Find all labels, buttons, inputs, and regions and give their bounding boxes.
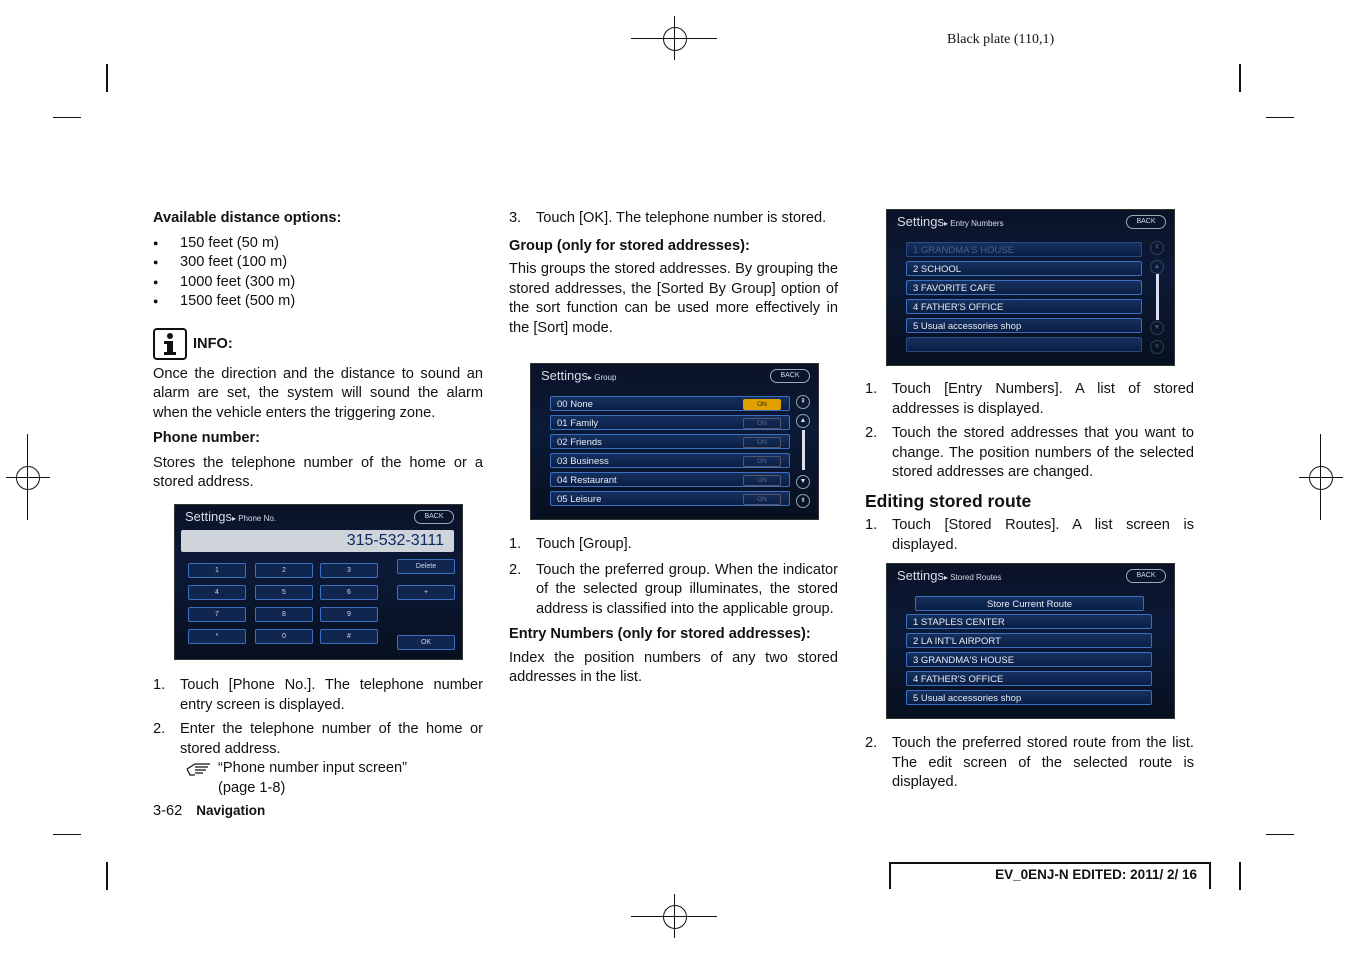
edited-label: EV_0ENJ-N EDITED: 2011/ 2/ 16 — [995, 867, 1197, 882]
page-footer — [153, 803, 265, 819]
info-block — [153, 328, 483, 362]
step-item: 2. Touch the preferred stored route from the list. The edit screen of the selected route is displayed. — [865, 735, 1194, 790]
key-button[interactable]: 9 — [320, 607, 378, 622]
back-button[interactable]: BACK — [1126, 215, 1166, 229]
scroll-top-icon[interactable]: ⇞ — [1150, 241, 1164, 255]
phone-text: Stores the telephone number of the home or a stored address. — [153, 454, 483, 490]
phone-number-display: 315-532-3111 — [181, 530, 454, 552]
column-1 — [153, 209, 483, 493]
step-item: 1. Touch [Phone No.]. The telephone number entry screen is displayed. — [153, 677, 483, 713]
route-row[interactable]: 1 STAPLES CENTER — [906, 614, 1152, 629]
column-2 — [509, 209, 838, 338]
key-button[interactable]: * — [188, 629, 246, 644]
group-screen — [530, 363, 819, 520]
step-item: 2. Enter the telephone number of the home or stored address. — [153, 721, 483, 757]
page-number: 3-62 — [153, 803, 183, 819]
address-row-empty — [906, 337, 1142, 352]
group-row[interactable]: 02 Friends ON — [550, 434, 790, 449]
back-button[interactable]: BACK — [414, 510, 454, 524]
group-text: This groups the stored addresses. By grouping the stored addresses, the [Sorted By Group] option of the sort function can be used more effectively in the [Sort] mode. — [509, 261, 838, 336]
phone-heading: Phone number: — [153, 430, 261, 446]
info-text: Once the direction and the distance to sound an alarm are set, the system will sound the alarm when the vehicle enters the triggering zone. — [153, 365, 483, 421]
address-row[interactable]: 4 FATHER'S OFFICE — [906, 299, 1142, 314]
group-indicator: ON — [743, 399, 781, 410]
step-item: 3. Touch [OK]. The telephone number is stored. — [509, 210, 827, 226]
group-indicator: ON — [743, 456, 781, 467]
key-button[interactable]: 2 — [255, 563, 313, 578]
step-item: 2. Touch the preferred group. When the indicator of the selected group illuminates, the stored address is classified into the applicable group. — [509, 561, 838, 617]
group-steps — [509, 535, 838, 688]
address-row[interactable]: 3 FAVORITE CAFE — [906, 280, 1142, 295]
group-row[interactable]: 04 Restaurant ON — [550, 472, 790, 487]
plate-label: Black plate (110,1) — [947, 32, 1055, 47]
reference-text: “Phone number input screen” — [218, 760, 408, 776]
info-icon — [153, 328, 187, 360]
distance-option: ● 150 feet (50 m) — [153, 234, 483, 254]
route-row[interactable]: 5 Usual accessories shop — [906, 690, 1152, 705]
pointing-hand-icon — [186, 761, 214, 777]
route-row[interactable]: 3 GRANDMA'S HOUSE — [906, 652, 1152, 667]
screen-title: Settings▸ Group — [541, 368, 617, 383]
entry-numbers-screen — [886, 209, 1175, 366]
screen-title: Settings▸ Stored Routes — [897, 568, 1002, 583]
entry-text: Index the position numbers of any two stored addresses in the list. — [509, 649, 838, 685]
group-row[interactable]: 00 None ON — [550, 396, 790, 411]
group-indicator: ON — [743, 475, 781, 486]
address-row[interactable]: 2 SCHOOL — [906, 261, 1142, 276]
edited-box — [889, 862, 1211, 889]
group-indicator: ON — [743, 418, 781, 429]
phone-screen — [174, 504, 463, 660]
distance-options-heading: Available distance options: — [153, 210, 342, 226]
group-heading: Group (only for stored addresses): — [509, 237, 750, 254]
scroll-up-icon[interactable]: ▲ — [796, 414, 810, 428]
entry-heading: Entry Numbers (only for stored addresses): — [509, 626, 811, 642]
section-heading: Editing stored route — [865, 490, 1032, 511]
section-name: Navigation — [196, 803, 266, 818]
distance-option: ● 1000 feet (300 m) — [153, 273, 483, 293]
scroll-down-icon[interactable]: ▼ — [796, 475, 810, 489]
route-row[interactable]: 4 FATHER'S OFFICE — [906, 671, 1152, 686]
plus-button[interactable]: + — [397, 585, 455, 600]
step-item: 1. Touch [Entry Numbers]. A list of stored addresses is displayed. — [865, 381, 1194, 417]
step-item: 2. Touch the stored addresses that you want to change. The position numbers of the selected stored addresses are changed. — [865, 425, 1194, 480]
scrollbar[interactable] — [802, 430, 805, 470]
route-row[interactable]: 2 LA INT'L AIRPORT — [906, 633, 1152, 648]
scroll-top-icon[interactable]: ⇞ — [796, 395, 810, 409]
back-button[interactable]: BACK — [1126, 569, 1166, 583]
group-row[interactable]: 01 Family ON — [550, 415, 790, 430]
delete-button[interactable]: Delete — [397, 559, 455, 574]
key-button[interactable]: 1 — [188, 563, 246, 578]
scrollbar[interactable] — [1156, 274, 1159, 320]
scroll-bottom-icon[interactable]: ⇟ — [796, 494, 810, 508]
scroll-bottom-icon[interactable]: ⇟ — [1150, 340, 1164, 354]
screen-title: Settings▸ Phone No. — [185, 509, 277, 524]
entry-steps — [865, 380, 1194, 555]
step-item: 1. Touch [Stored Routes]. A list screen is displayed. — [865, 517, 1194, 553]
group-indicator: ON — [743, 494, 781, 505]
page-reference — [153, 759, 483, 798]
key-button[interactable]: # — [320, 629, 378, 644]
info-label: INFO: — [193, 335, 233, 352]
group-row[interactable]: 03 Business ON — [550, 453, 790, 468]
scroll-up-icon[interactable]: ▲ — [1150, 260, 1164, 274]
route-steps — [865, 734, 1194, 793]
address-row[interactable]: 1 GRANDMA'S HOUSE — [906, 242, 1142, 257]
key-button[interactable]: 7 — [188, 607, 246, 622]
ok-button[interactable]: OK — [397, 635, 455, 650]
distance-option: ● 1500 feet (500 m) — [153, 292, 483, 312]
scroll-down-icon[interactable]: ▼ — [1150, 321, 1164, 335]
reference-page: (page 1-8) — [218, 779, 286, 796]
step-item: 1. Touch [Group]. — [509, 536, 632, 552]
store-current-route-button[interactable]: Store Current Route — [915, 596, 1144, 611]
address-row[interactable]: 5 Usual accessories shop — [906, 318, 1142, 333]
key-button[interactable]: 8 — [255, 607, 313, 622]
screen-title: Settings▸ Entry Numbers — [897, 214, 1004, 229]
distance-option: ● 300 feet (100 m) — [153, 253, 483, 273]
group-indicator: ON — [743, 437, 781, 448]
key-button[interactable]: 4 — [188, 585, 246, 600]
stored-routes-screen — [886, 563, 1175, 719]
phone-steps — [153, 676, 483, 798]
key-button[interactable]: 3 — [320, 563, 378, 578]
key-button[interactable]: 0 — [255, 629, 313, 644]
key-button[interactable]: 5 — [255, 585, 313, 600]
group-row[interactable]: 05 Leisure ON — [550, 491, 790, 506]
key-button[interactable]: 6 — [320, 585, 378, 600]
back-button[interactable]: BACK — [770, 369, 810, 383]
